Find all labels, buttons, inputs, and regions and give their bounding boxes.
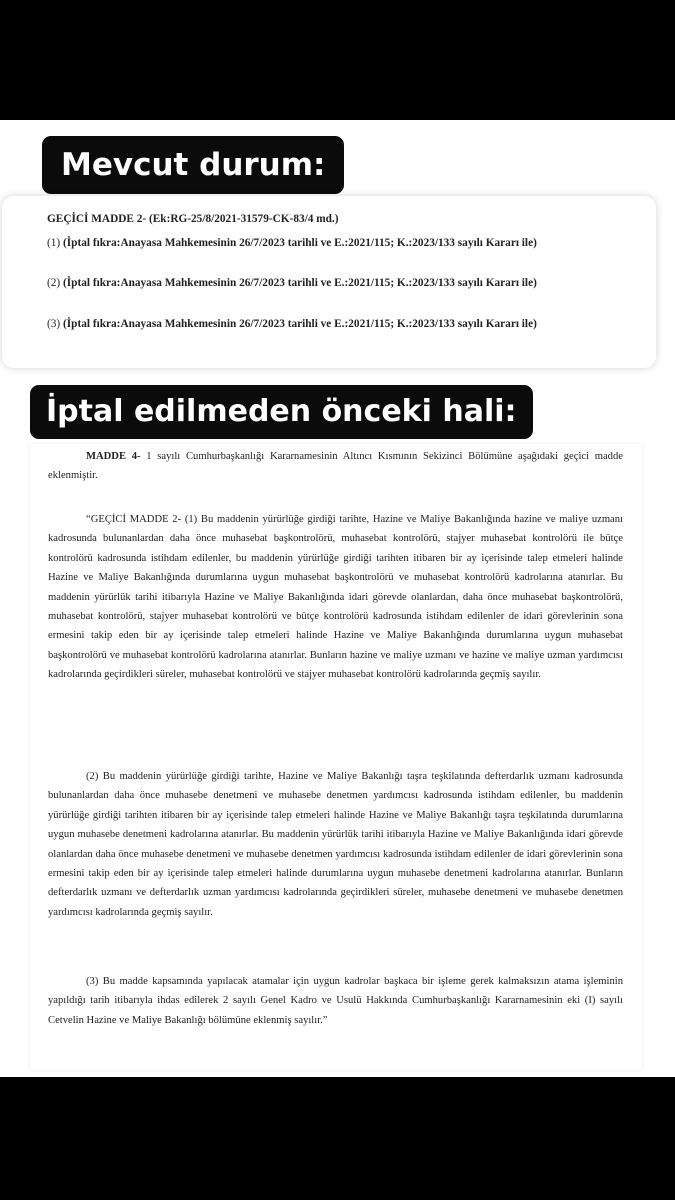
item-text: (İptal fıkra:Anayasa Mahkemesinin 26/7/2023 tarihli ve E.:2021/115; K.:2023/133 sayılı Kararı ile): [63, 277, 537, 289]
paragraph-1: [48, 510, 623, 685]
article-intro-text: 1 sayılı Cumhurbaşkanlığı Kararnamesinin Altıncı Kısmının Sekizinci Bölümüne aşağıdaki geçici madde eklenmiştir.: [48, 451, 623, 482]
current-item: [7, 273, 640, 294]
current-article-heading: GEÇİCİ MADDE 2- (Ek:RG-25/8/2021-31579-CK-83/4 md.): [47, 213, 339, 225]
item-number: (3): [47, 318, 61, 330]
item-number: (2): [47, 277, 61, 289]
current-item: [7, 233, 640, 254]
paragraph-2: (2) Bu maddenin yürürlüğe girdiği tarihte, Hazine ve Maliye Bakanlığı taşra teşkilatında defterdarlık uzmanı kadrosunda bulunanlardan daha önce muhasebe denetmeni ve muhasebe denetmen yardımcısı kadrosunda istihdam edilenler, bu maddenin yürürlüğe girdiği tarihten itibaren bir ay içerisinde talep etmeleri halinde Hazine ve Maliye Bakanlığı taşra teşkilatında durumlarına uygun muhasebe denetmeni kadrolarına atanırlar. Bu maddenin yürürlük tarihi itibarıyla Hazine ve Maliye Bakanlığında idari görevde olanlardan daha önce muhasebe denetmeni ve muhasebe denetmen yardımcısı kadrosunda istihdam edilenler de idari görevlerinin sona ermesini takip eden bir ay içerisinde talep etmeleri halinde durumlarına uygun muhasebe denetmeni kadrolarına atanırlar. Bunların defterdarlık uzmanı ve defterdarlık uzman yardımcısı kadrolarında geçirdikleri süreler, muhasebe denetmeni ve muhasebe denetmen yardımcısı kadrolarında geçmiş sayılır.: [48, 771, 623, 918]
article-label: MADDE 4-: [86, 451, 141, 462]
item-text: (İptal fıkra:Anayasa Mahkemesinin 26/7/2023 tarihli ve E.:2021/115; K.:2023/133 sayılı Kararı ile): [63, 237, 537, 249]
article-intro: [48, 447, 623, 486]
current-item: [7, 314, 640, 335]
current-status-label: Mevcut durum:: [42, 136, 344, 194]
item-text: (İptal fıkra:Anayasa Mahkemesinin 26/7/2023 tarihli ve E.:2021/115; K.:2023/133 sayılı Kararı ile): [63, 318, 537, 330]
paragraph-1-text: (1) Bu maddenin yürürlüğe girdiği tarihte, Hazine ve Maliye Bakanlığında hazine ve maliye uzmanı kadrosunda bulunanlardan daha önce muhasebat başkontrolörü, muhasebat kontrolörü, stajyer muhasebat kontrolörü ile bütçe kontrolörü kadrosunda istihdam edilenler, bu maddenin yürürlüğe girdiği tarihten itibaren bir ay içerisinde talep etmeleri halinde Hazine ve Maliye Bakanlığında durumlarına uygun muhasebat başkontrolörü ve muhasebat kontrolörü kadrolarına atanırlar. Bu maddenin yürürlük tarihi itibarıyla Hazine ve Maliye Bakanlığında idari görevde olanlardan, daha önce muhasebat başkontrolörü, muhasebat kontrolörü, stajyer muhasebat kontrolörü ve bütçe kontrolörü kadrosunda istihdam edilenler de idari görevlerinin sona ermesini takip eden bir ay içerisinde talep etmeleri halinde Hazine ve Maliye Bakanlığında durumlarına uygun muhasebat başkontrolörü ve muhasebat kontrolörü kadrolarına atanırlar. Bunların hazine ve maliye uzmanı ve hazine ve maliye uzman yardımcısı kadrolarında geçirdikleri süreler, muhasebat kontrolörü ve stajyer muhasebat kontrolörü kadrolarında geçmiş sayılır.: [48, 514, 623, 681]
paragraph-3: (3) Bu madde kapsamında yapılacak atamalar için uygun kadrolar başkaca bir işleme gerek kalmaksızın atama işleminin yapıldığı tarih itibarıyla ihdas edilerek 2 sayılı Genel Kadro ve Usulü Hakkında Cumhurbaşkanlığı Kararnamesinin eki (I) sayılı Cetvelin Hazine ve Maliye Bakanlığı bölümüne eklenmiş sayılır.”: [48, 976, 623, 1026]
provisional-article-label: “GEÇİCİ MADDE 2-: [86, 514, 182, 525]
item-number: (1): [47, 237, 61, 249]
before-cancellation-label: İptal edilmeden önceki hali:: [30, 385, 533, 439]
